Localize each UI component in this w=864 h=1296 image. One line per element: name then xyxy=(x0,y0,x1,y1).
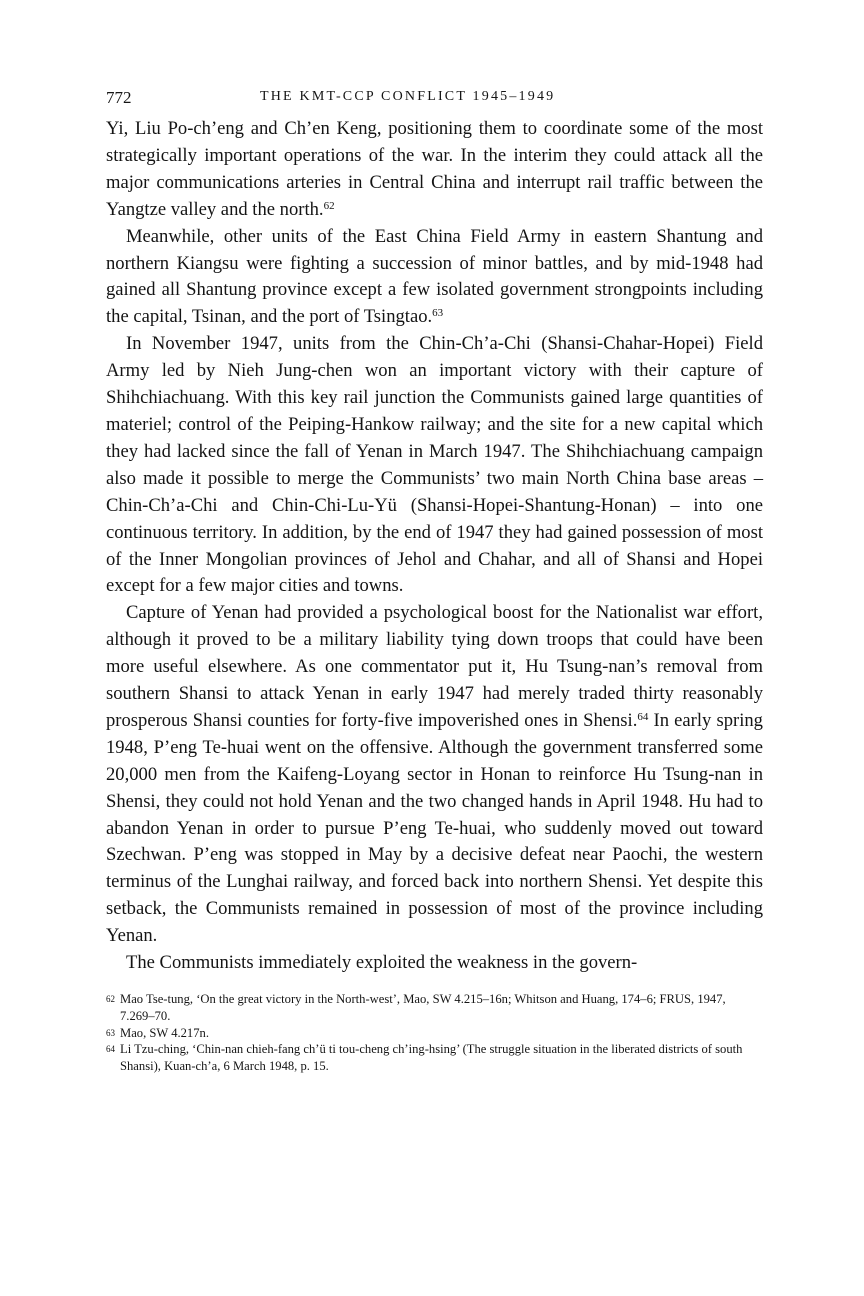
footnote-text: Mao, SW 4.217n. xyxy=(120,1025,209,1040)
paragraph xyxy=(106,116,763,224)
running-head-title: THE KMT-CCP CONFLICT 1945–1949 xyxy=(260,89,556,104)
footnote-text: Mao Tse-tung, ‘On the great victory in the North-west’, Mao, SW 4.215–16n; Whitson and Huang, 174–6; FRUS, 1947, 7.269–70. xyxy=(120,992,726,1023)
paragraph xyxy=(106,950,763,977)
paragraph-text: Yi, Liu Po-ch’eng and Ch’en Keng, positioning them to coordinate some of the most strategically important operations of the war. In the interim they could attack all the major communications arteries in Central China and interrupt rail traffic between the Yangtze valley and the north. xyxy=(106,118,763,220)
paragraph xyxy=(106,331,763,600)
footnote-ref[interactable]: 63 xyxy=(432,307,444,320)
footnote-number: 63 xyxy=(106,1027,115,1038)
paragraph-text-continued: In early spring 1948, P’eng Te-huai went on the offensive. Although the government transferred some 20,000 men from the Kaifeng-Loyang sector in Honan to reinforce Hu Tsung-nan in Shensi, they could not hold Yenan and the two changed hands in April 1948. Hu had to abandon Yenan in order to pursue P’eng Te-huai, who suddenly moved out toward Szechwan. P’eng was stopped in May by a decisive defeat near Paochi, the western terminus of the Lunghai railway, and forced back into northern Shensi. Yet despite this setback, the Communists remained in possession of most of the province including Yenan. xyxy=(106,709,763,947)
footnote xyxy=(106,1025,763,1042)
paragraph-text: Capture of Yenan had provided a psychological boost for the Nationalist war effort, although it proved to be a military liability tying down troops that could have been more useful elsewhere. As one commentator put it, Hu Tsung-nan’s removal from southern Shansi to attack Yenan in early 1947 had merely traded thirty reasonably prosperous Shansi counties for forty-five impoverished ones in Shensi. xyxy=(106,602,763,731)
footnote-ref[interactable]: 62 xyxy=(323,199,335,212)
paragraph-text: In November 1947, units from the Chin-Ch’a-Chi (Shansi-Chahar-Hopei) Field Army led by Nieh Jung-chen won an important victory with their capture of Shihchiachuang. With this key rail junction the Communists gained large quantities of materiel; control of the Peiping-Hankow railway; and the site for a new capital which they had lacked since the fall of Yenan in March 1947. The Shihchiachuang campaign also made it possible to merge the Communists’ two main North China base areas – Chin-Ch’a-Chi and Chin-Chi-Lu-Yü (Shansi-Hopei-Shantung-Honan) – into one continuous territory. In addition, by the end of 1947 they had gained possession of most of the Inner Mongolian provinces of Jehol and Chahar, and all of Shansi and Hopei except for a few major cities and towns. xyxy=(106,333,763,597)
footnote-number: 62 xyxy=(106,994,115,1004)
paragraph xyxy=(106,224,763,332)
footnote-number: 64 xyxy=(106,1044,115,1055)
footnotes xyxy=(106,991,763,1075)
running-head xyxy=(106,88,763,116)
body-text xyxy=(106,116,763,977)
page-number: 772 xyxy=(106,88,132,107)
book-page xyxy=(106,88,763,1075)
paragraph-text: The Communists immediately exploited the weakness in the govern- xyxy=(126,952,638,974)
footnote xyxy=(106,991,763,1025)
paragraph xyxy=(106,600,763,950)
paragraph-text: Meanwhile, other units of the East China Field Army in eastern Shantung and northern Kiangsu were fighting a succession of minor battles, and by mid-1948 had gained all Shantung province except a few isolated government strongpoints including the capital, Tsinan, and the port of Tsingtao. xyxy=(106,225,763,328)
footnote-text: Li Tzu-ching, ‘Chin-nan chieh-fang ch’ü ti tou-cheng ch’ing-hsing’ (The struggle situation in the liberated districts of south Shansi), Kuan-ch’a, 6 March 1948, p. 15. xyxy=(120,1042,743,1074)
footnote xyxy=(106,1041,763,1075)
footnote-ref[interactable]: 64 xyxy=(637,710,649,723)
